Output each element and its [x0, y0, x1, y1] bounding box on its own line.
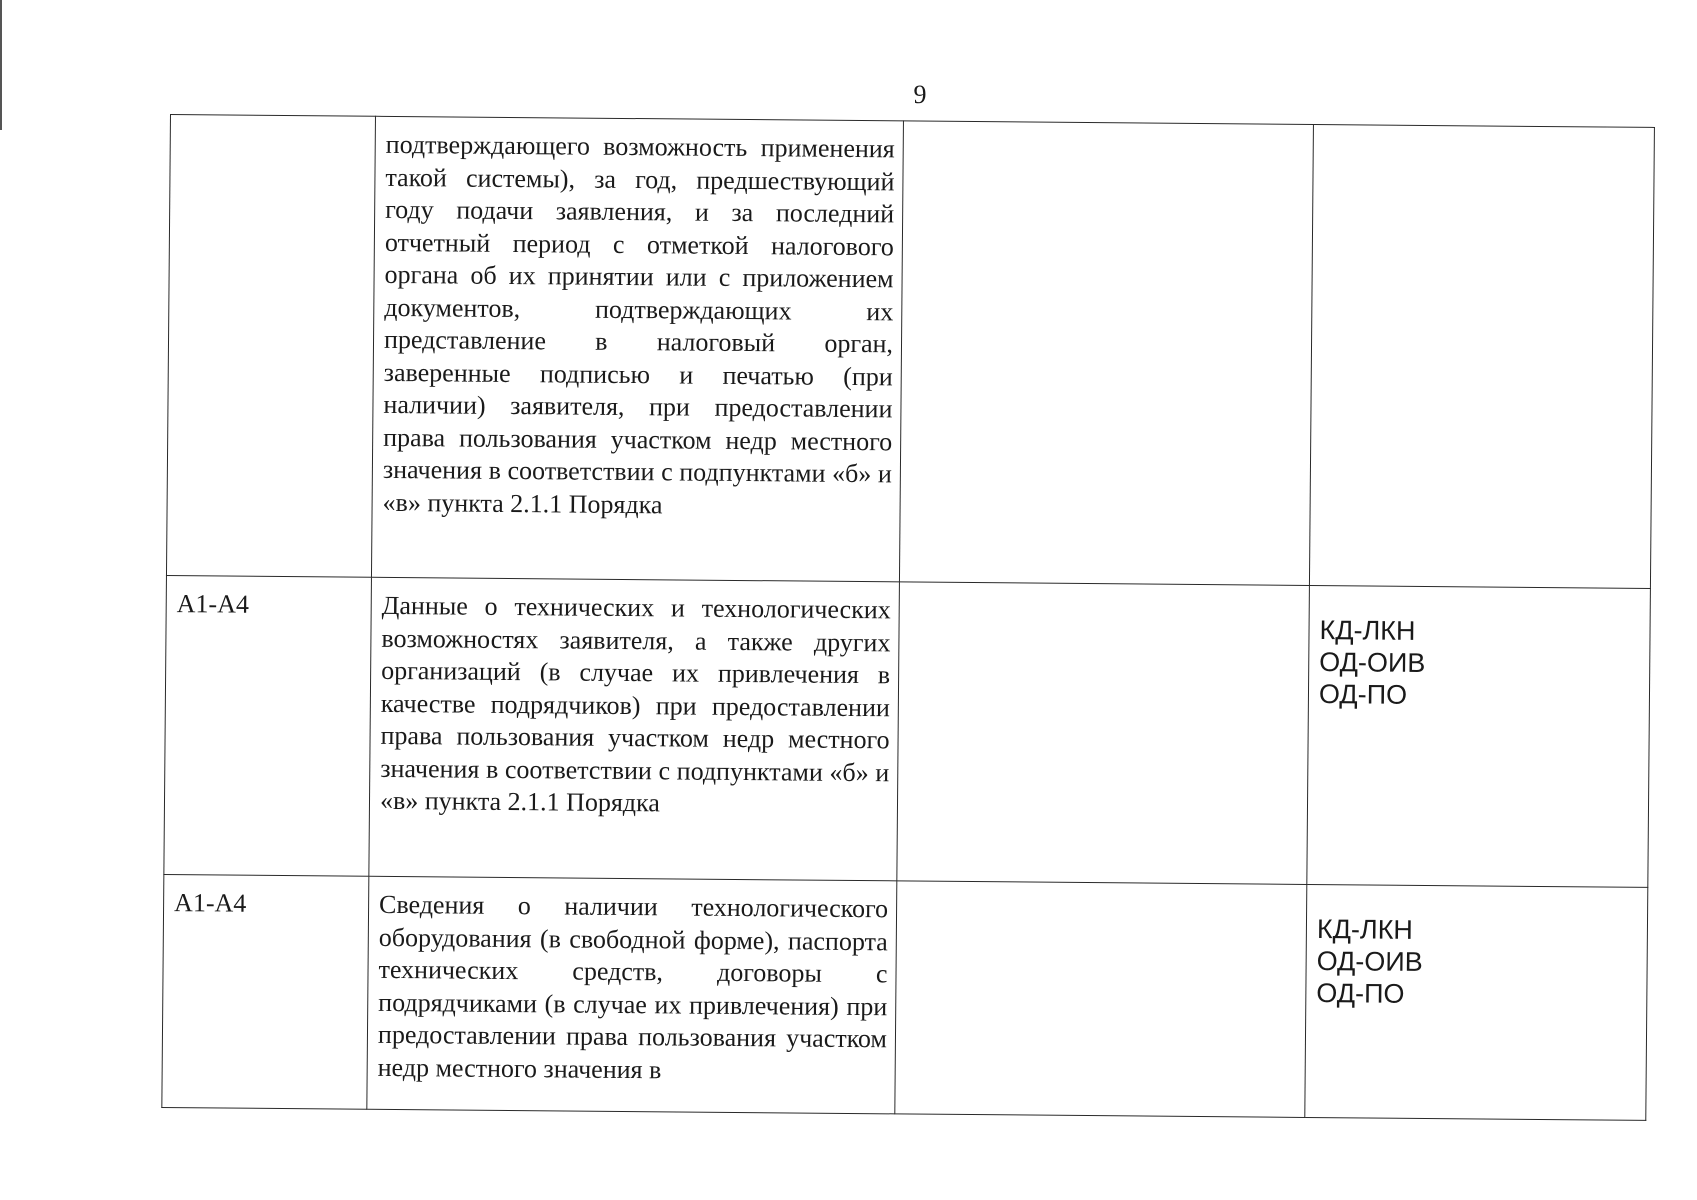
row-code: А1-А4: [176, 589, 250, 619]
reference-list: [1319, 598, 1642, 713]
scan-edge-mark: [0, 0, 2, 130]
reference-cell: [1305, 884, 1648, 1120]
empty-cell: [899, 121, 1313, 586]
code-cell: [164, 575, 372, 876]
table-row: [162, 874, 1648, 1120]
reference-code: ОД-ОИВ: [1319, 647, 1426, 678]
reference-code: КД-ЛКН: [1319, 615, 1416, 646]
reference-cell: [1307, 585, 1651, 887]
table-row: [164, 575, 1651, 887]
row-code: [181, 127, 367, 129]
reference-code: КД-ЛКН: [1316, 914, 1414, 945]
page-number: 9: [913, 80, 927, 109]
reference-list: [1316, 897, 1639, 1012]
reference-code: ОД-ОИВ: [1316, 946, 1423, 977]
reference-code: ОД-ПО: [1318, 679, 1408, 710]
code-cell: [162, 874, 369, 1109]
table-row: [166, 115, 1654, 589]
description-cell: [367, 876, 897, 1114]
row-description: Данные о технических и технологических возможностях заявителя, а также других организаций (в случае их привлечения в качестве подрядчиков) при предоставлении права пользования участком недр местного значения в соответствии с подпунктами «б» и «в» пункта 2.1.1 Порядка: [379, 590, 891, 818]
reference-cell: [1309, 124, 1654, 588]
empty-cell: [895, 881, 1307, 1118]
document-table: [161, 114, 1655, 1121]
description-cell: [371, 116, 903, 582]
reference-code: ОД-ПО: [1316, 978, 1405, 1009]
empty-cell: [897, 582, 1310, 885]
row-code: А1-А4: [173, 888, 247, 918]
code-cell: [166, 115, 375, 578]
description-cell: [369, 577, 900, 881]
row-description: подтверждающего возможность применения такой системы), за год, предшествующий году подачи заявления, и за последний отчетный период с отметкой налогового органа об их принятии или с приложением документов, подтверждающих их представление в налоговый орган, заверенные подписью и печатью (при наличии) заявителя, при предоставлении права пользования участком недр местного значения в соответствии с подпунктами «б» и «в» пункта 2.1.1 Порядка: [382, 129, 895, 519]
row-description: Сведения о наличии технологического оборудования (в свободной форме), паспорта технических средств, договоры с подрядчиками (в случае их привлечения) при предоставлении права пользования участком недр местного значения в: [377, 889, 889, 1084]
